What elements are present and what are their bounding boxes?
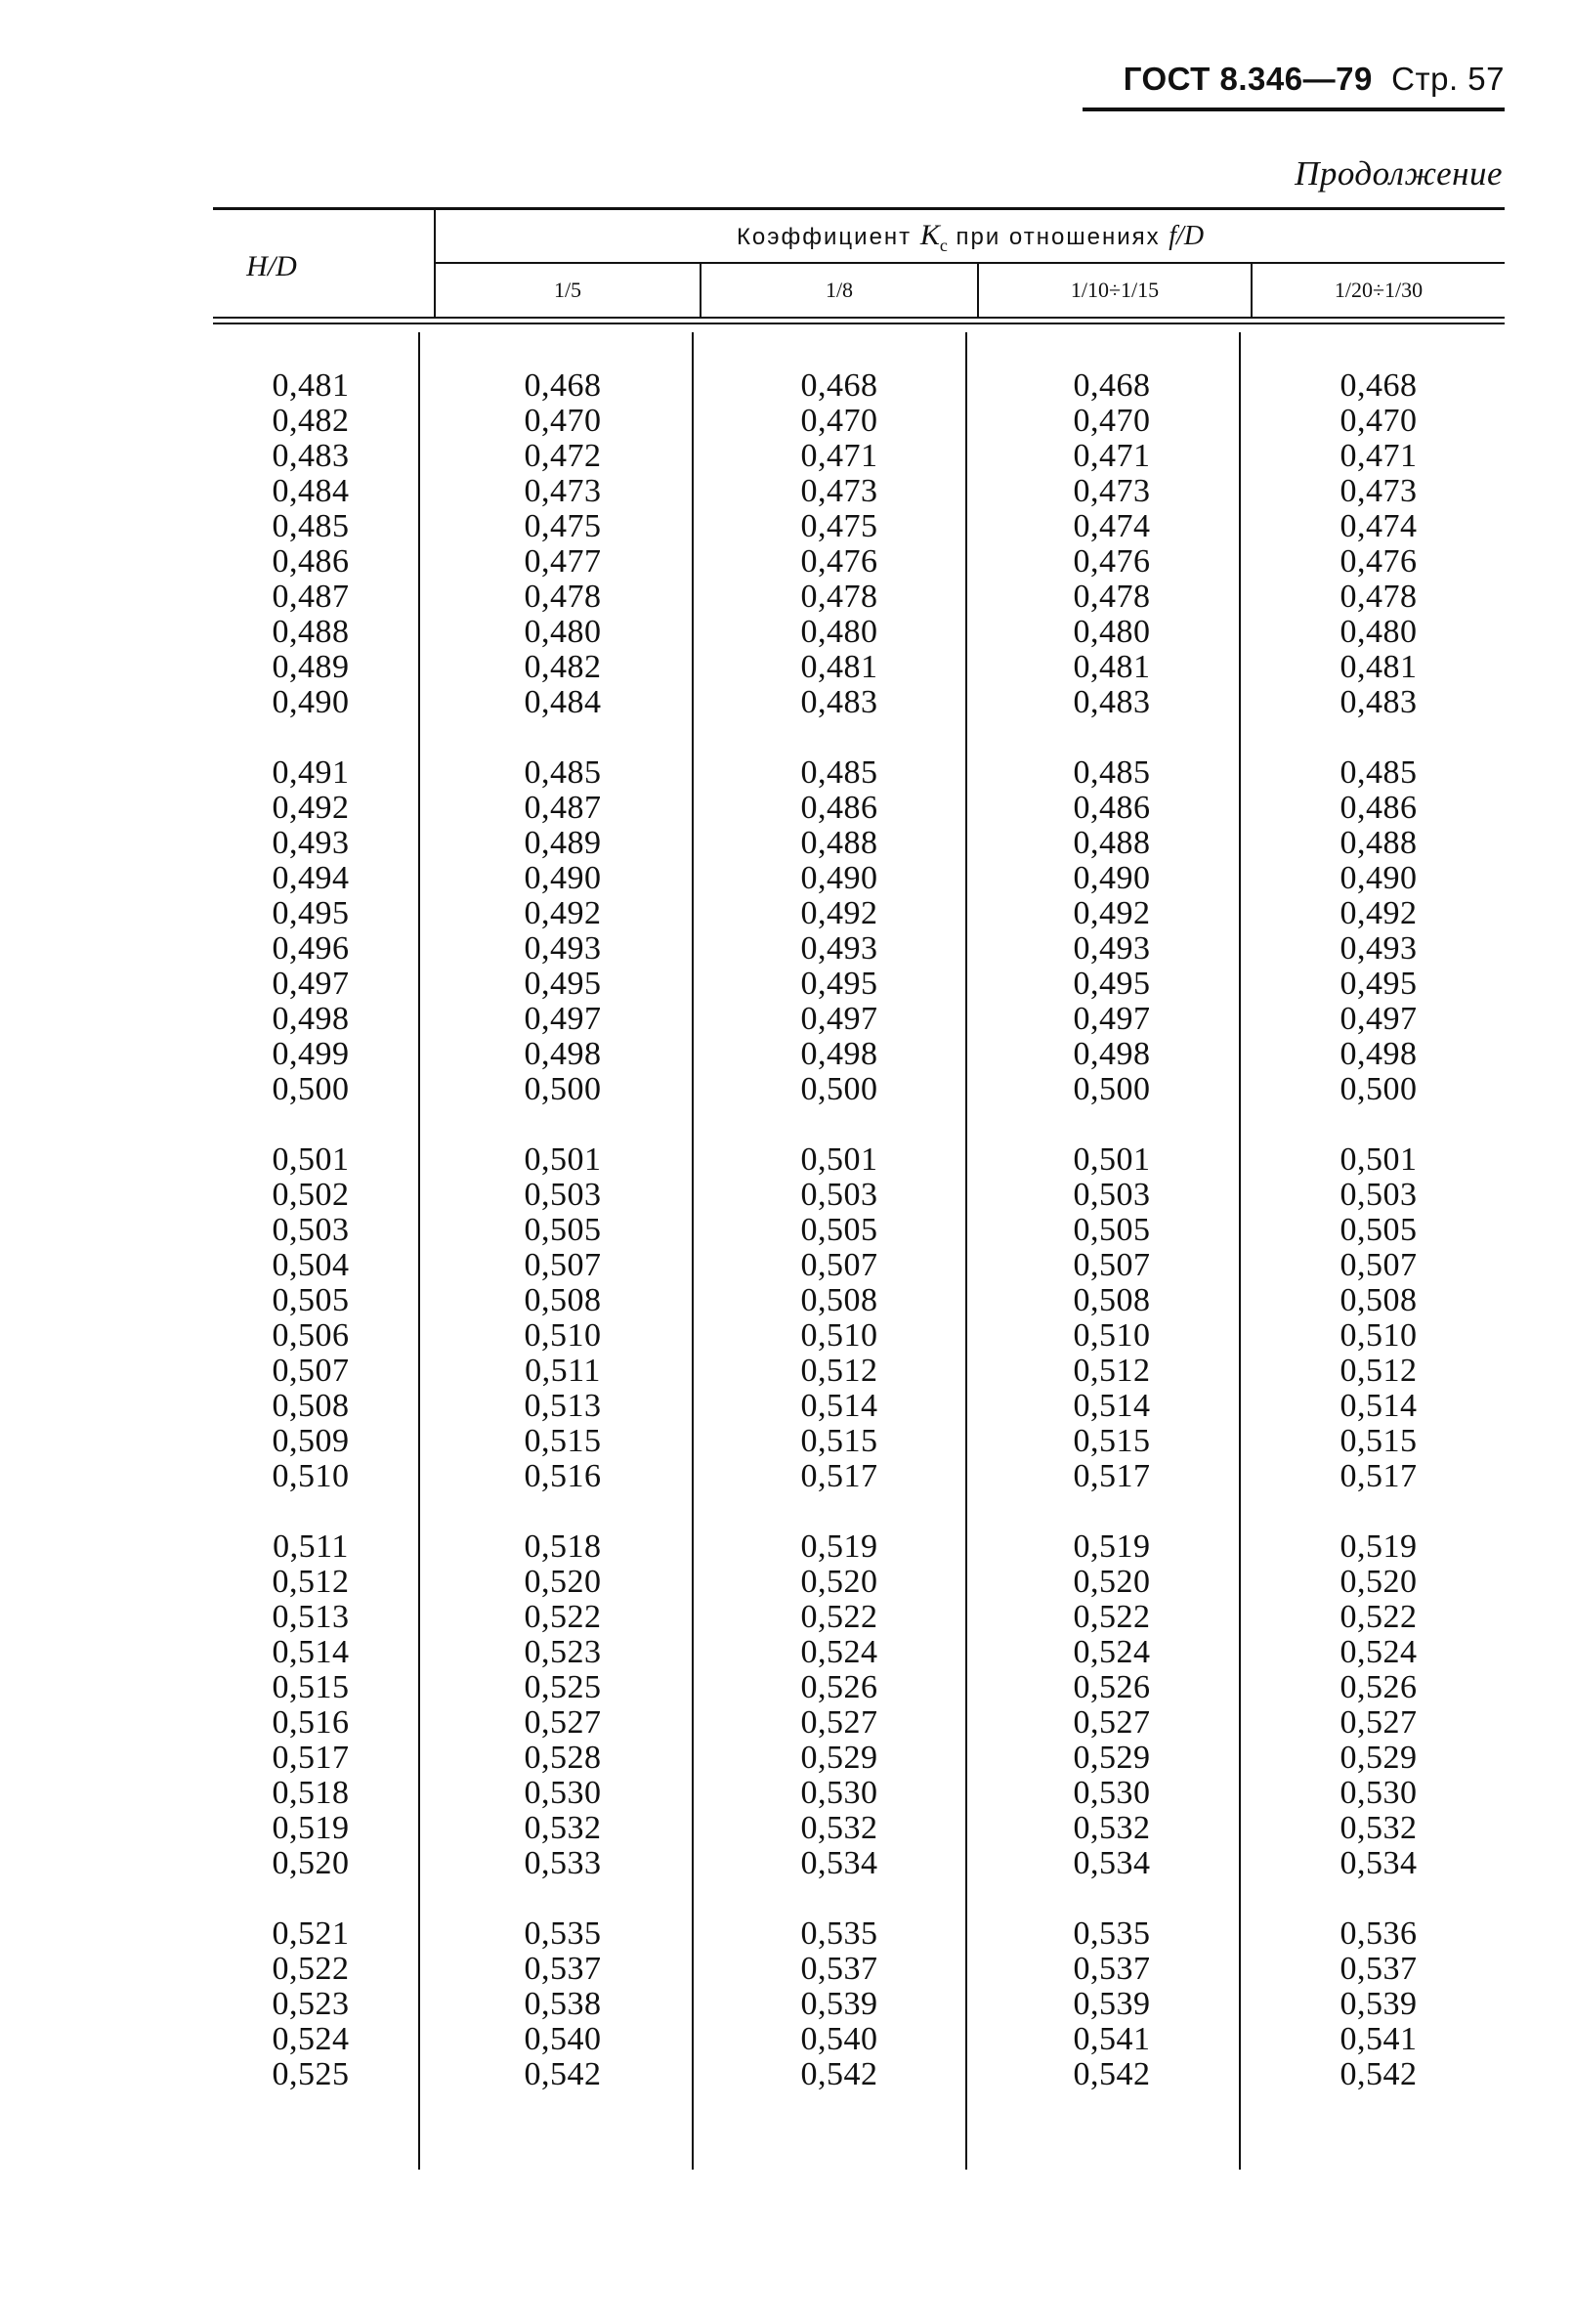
coefficient-cell: 0,542 — [1073, 2056, 1151, 2092]
coefficient-cell: 0,480 — [524, 614, 602, 650]
coefficient-cell: 0,515 — [1073, 1423, 1151, 1459]
row-hd-cell: 0,491 — [272, 754, 350, 791]
coefficient-cell: 0,535 — [800, 1915, 878, 1952]
coefficient-cell: 0,527 — [1339, 1704, 1418, 1741]
coefficient-cell: 0,485 — [1339, 754, 1418, 791]
block-gap — [1253, 1494, 1505, 1529]
row-hd-cell: 0,502 — [272, 1177, 350, 1213]
block-gap — [1253, 1107, 1505, 1142]
block-gap — [701, 1494, 977, 1529]
body-vline-1 — [418, 332, 420, 2170]
coefficient-cell: 0,498 — [1073, 1036, 1151, 1072]
coefficient-cell: 0,488 — [1339, 825, 1418, 861]
coefficient-cell: 0,490 — [1339, 860, 1418, 896]
coefficient-cell: 0,532 — [1339, 1810, 1418, 1846]
row-hd-cell: 0,494 — [272, 860, 350, 896]
coefficient-cell: 0,484 — [524, 684, 602, 720]
row-header-hd: H/D — [246, 250, 297, 282]
coefficient-cell: 0,468 — [800, 367, 878, 404]
coefficient-cell: 0,492 — [1073, 895, 1151, 931]
coefficient-cell: 0,527 — [1073, 1704, 1151, 1741]
row-hd-cell: 0,520 — [272, 1845, 350, 1881]
coefficient-cell: 0,539 — [1339, 1986, 1418, 2022]
coefficient-cell: 0,493 — [1073, 930, 1151, 967]
header-underline — [1083, 108, 1505, 111]
coefficient-cell: 0,537 — [524, 1951, 602, 1987]
row-hd-cell: 0,500 — [272, 1071, 350, 1107]
coefficient-cell: 0,526 — [1339, 1669, 1418, 1705]
coefficient-cell: 0,512 — [800, 1353, 878, 1389]
row-hd-cell: 0,515 — [272, 1669, 350, 1705]
coefficient-cell: 0,522 — [1339, 1599, 1418, 1635]
coefficient-cell: 0,517 — [1073, 1458, 1151, 1494]
row-hd-cell: 0,501 — [272, 1141, 350, 1178]
coefficient-cell: 0,478 — [1339, 579, 1418, 615]
coefficient-cell: 0,472 — [524, 438, 602, 474]
coefficient-cell: 0,476 — [1339, 543, 1418, 580]
row-hd-cell: 0,504 — [272, 1247, 350, 1283]
coefficient-cell: 0,475 — [524, 508, 602, 544]
block-gap — [436, 720, 690, 755]
coefficient-cell: 0,505 — [524, 1212, 602, 1248]
coefficient-cell: 0,523 — [524, 1634, 602, 1670]
block-gap — [979, 720, 1245, 755]
coefficient-cell: 0,492 — [524, 895, 602, 931]
row-hd-cell: 0,493 — [272, 825, 350, 861]
coefficient-cell: 0,503 — [1073, 1177, 1151, 1213]
coefficient-cell: 0,520 — [524, 1564, 602, 1600]
coefficient-cell: 0,519 — [1073, 1528, 1151, 1565]
row-hd-cell: 0,482 — [272, 403, 350, 439]
coefficient-cell: 0,488 — [1073, 825, 1151, 861]
coefficient-cell: 0,474 — [1339, 508, 1418, 544]
coefficient-cell: 0,508 — [800, 1282, 878, 1318]
row-hd-cell: 0,505 — [272, 1282, 350, 1318]
coefficient-cell: 0,532 — [524, 1810, 602, 1846]
coefficient-cell: 0,512 — [1339, 1353, 1418, 1389]
row-hd-cell: 0,497 — [272, 966, 350, 1002]
coefficient-cell: 0,520 — [800, 1564, 878, 1600]
coefficient-cell: 0,490 — [800, 860, 878, 896]
coefficient-cell: 0,528 — [524, 1740, 602, 1776]
row-hd-cell: 0,495 — [272, 895, 350, 931]
coefficient-cell: 0,542 — [524, 2056, 602, 2092]
group-header-symbol: $K_c$ — [919, 219, 948, 255]
row-hd-cell: 0,492 — [272, 790, 350, 826]
coefficient-cell: 0,503 — [524, 1177, 602, 1213]
block-gap — [979, 1881, 1245, 1916]
row-hd-cell: 0,512 — [272, 1564, 350, 1600]
coefficient-cell: 0,495 — [800, 966, 878, 1002]
coefficient-cell: 0,524 — [800, 1634, 878, 1670]
coefficient-cell: 0,474 — [1073, 508, 1151, 544]
row-hd-cell: 0,498 — [272, 1001, 350, 1037]
row-hd-cell: 0,487 — [272, 579, 350, 615]
coefficient-cell: 0,536 — [1339, 1915, 1418, 1952]
coefficient-cell: 0,526 — [800, 1669, 878, 1705]
coefficient-cell: 0,515 — [524, 1423, 602, 1459]
block-gap — [979, 1107, 1245, 1142]
page-header — [1083, 61, 1505, 111]
coefficient-cell: 0,482 — [524, 649, 602, 685]
coefficient-cell: 0,529 — [1339, 1740, 1418, 1776]
coefficient-cell: 0,532 — [800, 1810, 878, 1846]
coefficient-cell: 0,497 — [800, 1001, 878, 1037]
column-hd-values — [213, 368, 408, 2092]
coefficient-cell: 0,486 — [800, 790, 878, 826]
coefficient-cell: 0,510 — [1073, 1317, 1151, 1354]
coefficient-cell: 0,495 — [524, 966, 602, 1002]
coefficient-cell: 0,480 — [800, 614, 878, 650]
coefficient-cell: 0,500 — [1073, 1071, 1151, 1107]
row-hd-cell: 0,484 — [272, 473, 350, 509]
coefficient-cell: 0,478 — [1073, 579, 1151, 615]
coefficient-cell: 0,522 — [800, 1599, 878, 1635]
coefficient-cell: 0,470 — [800, 403, 878, 439]
coefficient-cell: 0,542 — [1339, 2056, 1418, 2092]
coefficient-cell: 0,510 — [524, 1317, 602, 1354]
coefficient-cell: 0,500 — [1339, 1071, 1418, 1107]
coefficient-cell: 0,495 — [1073, 966, 1151, 1002]
row-hd-cell: 0,517 — [272, 1740, 350, 1776]
coefficient-cell: 0,471 — [800, 438, 878, 474]
coefficient-cell: 0,497 — [1339, 1001, 1418, 1037]
block-gap — [213, 720, 408, 755]
coefficient-cell: 0,541 — [1073, 2021, 1151, 2057]
block-gap — [436, 1107, 690, 1142]
row-hd-cell: 0,481 — [272, 367, 350, 404]
column-1-20-1-30-values — [1253, 368, 1505, 2092]
coefficient-cell: 0,501 — [800, 1141, 878, 1178]
block-gap — [1253, 720, 1505, 755]
coefficient-cell: 0,527 — [800, 1704, 878, 1741]
row-hd-cell: 0,503 — [272, 1212, 350, 1248]
row-hd-cell: 0,522 — [272, 1951, 350, 1987]
row-hd-cell: 0,496 — [272, 930, 350, 967]
coefficient-cell: 0,483 — [1339, 684, 1418, 720]
coefficient-cell: 0,510 — [800, 1317, 878, 1354]
coefficient-cell: 0,542 — [800, 2056, 878, 2092]
coefficient-cell: 0,517 — [1339, 1458, 1418, 1494]
coefficient-cell: 0,512 — [1073, 1353, 1151, 1389]
row-hd-cell: 0,514 — [272, 1634, 350, 1670]
coefficient-cell: 0,518 — [524, 1528, 602, 1565]
row-hd-cell: 0,516 — [272, 1704, 350, 1741]
coefficient-cell: 0,540 — [800, 2021, 878, 2057]
table-top-rule — [213, 207, 1505, 210]
coefficient-cell: 0,468 — [1339, 367, 1418, 404]
coefficient-cell: 0,490 — [524, 860, 602, 896]
row-hd-cell: 0,489 — [272, 649, 350, 685]
coefficient-cell: 0,501 — [524, 1141, 602, 1178]
coefficient-cell: 0,483 — [1073, 684, 1151, 720]
subheader-rule — [436, 262, 1505, 264]
row-hd-cell: 0,525 — [272, 2056, 350, 2092]
coefficient-cell: 0,534 — [1073, 1845, 1151, 1881]
coefficient-cell: 0,535 — [1073, 1915, 1151, 1952]
coefficient-cell: 0,475 — [800, 508, 878, 544]
coefficient-cell: 0,511 — [525, 1353, 601, 1389]
column-header-1-20-1-30: 1/20÷1/30 — [1334, 278, 1424, 302]
coefficient-cell: 0,527 — [524, 1704, 602, 1741]
coefficient-cell: 0,468 — [1073, 367, 1151, 404]
coefficient-cell: 0,481 — [800, 649, 878, 685]
block-gap — [701, 1881, 977, 1916]
coefficient-cell: 0,500 — [800, 1071, 878, 1107]
coefficient-cell: 0,470 — [1073, 403, 1151, 439]
standard-number: ГОСТ 8.346—79 — [1123, 61, 1373, 97]
coefficient-cell: 0,480 — [1073, 614, 1151, 650]
coefficient-cell: 0,476 — [800, 543, 878, 580]
block-gap — [979, 1494, 1245, 1529]
header-separator — [1373, 61, 1391, 97]
coefficient-cell: 0,476 — [1073, 543, 1151, 580]
coefficient-cell: 0,537 — [1339, 1951, 1418, 1987]
coefficient-cell: 0,519 — [1339, 1528, 1418, 1565]
coefficient-cell: 0,507 — [1339, 1247, 1418, 1283]
row-hd-cell: 0,486 — [272, 543, 350, 580]
coefficient-cell: 0,514 — [1339, 1388, 1418, 1424]
row-hd-cell: 0,510 — [272, 1458, 350, 1494]
block-gap — [213, 1881, 408, 1916]
coefficient-cell: 0,534 — [1339, 1845, 1418, 1881]
coefficient-cell: 0,489 — [524, 825, 602, 861]
coefficient-cell: 0,485 — [800, 754, 878, 791]
coefficient-cell: 0,473 — [1073, 473, 1151, 509]
coefficient-cell: 0,529 — [800, 1740, 878, 1776]
coefficient-cell: 0,493 — [524, 930, 602, 967]
row-hd-cell: 0,508 — [272, 1388, 350, 1424]
row-hd-cell: 0,507 — [272, 1353, 350, 1389]
coefficient-cell: 0,497 — [524, 1001, 602, 1037]
coefficient-cell: 0,524 — [1339, 1634, 1418, 1670]
header-bottom-rule-1 — [213, 317, 1505, 319]
coefficient-table — [213, 207, 1505, 2172]
coefficient-cell: 0,471 — [1339, 438, 1418, 474]
coefficient-cell: 0,470 — [1339, 403, 1418, 439]
coefficient-cell: 0,492 — [800, 895, 878, 931]
coefficient-cell: 0,477 — [524, 543, 602, 580]
coefficient-cell: 0,470 — [524, 403, 602, 439]
row-hd-cell: 0,524 — [272, 2021, 350, 2057]
row-hd-cell: 0,519 — [272, 1810, 350, 1846]
coefficient-cell: 0,522 — [524, 1599, 602, 1635]
row-hd-cell: 0,509 — [272, 1423, 350, 1459]
coefficient-cell: 0,529 — [1073, 1740, 1151, 1776]
column-1-10-1-15-values — [979, 368, 1245, 2092]
coefficient-cell: 0,485 — [1073, 754, 1151, 791]
column-1-8-values — [701, 368, 977, 2092]
continuation-label: Продолжение — [1295, 154, 1503, 193]
column-1-5-values — [436, 368, 690, 2092]
coefficient-cell: 0,490 — [1073, 860, 1151, 896]
coefficient-cell: 0,508 — [524, 1282, 602, 1318]
column-header-1-5: 1/5 — [553, 278, 582, 302]
row-hd-cell: 0,513 — [272, 1599, 350, 1635]
coefficient-cell: 0,505 — [800, 1212, 878, 1248]
row-hd-cell: 0,485 — [272, 508, 350, 544]
coefficient-cell: 0,515 — [800, 1423, 878, 1459]
coefficient-cell: 0,505 — [1073, 1212, 1151, 1248]
coefficient-cell: 0,481 — [1339, 649, 1418, 685]
coefficient-cell: 0,537 — [800, 1951, 878, 1987]
coefficient-cell: 0,468 — [524, 367, 602, 404]
block-gap — [701, 720, 977, 755]
coefficient-cell: 0,538 — [524, 1986, 602, 2022]
column-header-1-10-1-15: 1/10÷1/15 — [1070, 278, 1160, 302]
row-hd-cell: 0,488 — [272, 614, 350, 650]
coefficient-cell: 0,478 — [800, 579, 878, 615]
coefficient-cell: 0,525 — [524, 1669, 602, 1705]
coefficient-cell: 0,486 — [1339, 790, 1418, 826]
row-hd-cell: 0,506 — [272, 1317, 350, 1354]
coefficient-cell: 0,520 — [1339, 1564, 1418, 1600]
row-hd-cell: 0,490 — [272, 684, 350, 720]
coefficient-cell: 0,519 — [800, 1528, 878, 1565]
coefficient-cell: 0,487 — [524, 790, 602, 826]
coefficient-cell: 0,539 — [800, 1986, 878, 2022]
coefficient-cell: 0,530 — [800, 1775, 878, 1811]
header-bottom-rule-2 — [213, 323, 1505, 324]
group-header-prefix: Коэффициент — [736, 224, 913, 250]
coefficient-cell: 0,530 — [1073, 1775, 1151, 1811]
row-hd-cell: 0,499 — [272, 1036, 350, 1072]
coefficient-cell: 0,526 — [1073, 1669, 1151, 1705]
block-gap — [213, 1107, 408, 1142]
coefficient-cell: 0,493 — [800, 930, 878, 967]
column-group-header — [436, 219, 1505, 256]
coefficient-cell: 0,498 — [800, 1036, 878, 1072]
coefficient-cell: 0,514 — [800, 1388, 878, 1424]
coefficient-cell: 0,478 — [524, 579, 602, 615]
coefficient-cell: 0,500 — [524, 1071, 602, 1107]
row-hd-cell: 0,483 — [272, 438, 350, 474]
block-gap — [1253, 1881, 1505, 1916]
coefficient-cell: 0,535 — [524, 1915, 602, 1952]
coefficient-cell: 0,471 — [1073, 438, 1151, 474]
coefficient-cell: 0,497 — [1073, 1001, 1151, 1037]
coefficient-cell: 0,507 — [800, 1247, 878, 1283]
coefficient-cell: 0,481 — [1073, 649, 1151, 685]
coefficient-cell: 0,516 — [524, 1458, 602, 1494]
coefficient-cell: 0,537 — [1073, 1951, 1151, 1987]
coefficient-cell: 0,498 — [524, 1036, 602, 1072]
coefficient-cell: 0,501 — [1073, 1141, 1151, 1178]
row-hd-cell: 0,523 — [272, 1986, 350, 2022]
block-gap — [213, 1494, 408, 1529]
coefficient-cell: 0,541 — [1339, 2021, 1418, 2057]
coefficient-cell: 0,513 — [524, 1388, 602, 1424]
coefficient-cell: 0,498 — [1339, 1036, 1418, 1072]
coefficient-cell: 0,533 — [524, 1845, 602, 1881]
coefficient-cell: 0,524 — [1073, 1634, 1151, 1670]
coefficient-cell: 0,539 — [1073, 1986, 1151, 2022]
page-header-title — [1083, 61, 1505, 98]
coefficient-cell: 0,507 — [524, 1247, 602, 1283]
coefficient-cell: 0,508 — [1073, 1282, 1151, 1318]
coefficient-cell: 0,530 — [1339, 1775, 1418, 1811]
coefficient-cell: 0,473 — [524, 473, 602, 509]
coefficient-cell: 0,486 — [1073, 790, 1151, 826]
block-gap — [701, 1107, 977, 1142]
column-header-1-8: 1/8 — [825, 278, 854, 302]
coefficient-cell: 0,520 — [1073, 1564, 1151, 1600]
coefficient-cell: 0,514 — [1073, 1388, 1151, 1424]
coefficient-cell: 0,495 — [1339, 966, 1418, 1002]
coefficient-cell: 0,501 — [1339, 1141, 1418, 1178]
block-gap — [436, 1494, 690, 1529]
coefficient-cell: 0,540 — [524, 2021, 602, 2057]
coefficient-cell: 0,534 — [800, 1845, 878, 1881]
group-header-ratio: f/D — [1169, 221, 1205, 251]
coefficient-cell: 0,532 — [1073, 1810, 1151, 1846]
page-number: Стр. 57 — [1391, 61, 1505, 97]
group-header-middle: при отношениях — [956, 224, 1161, 250]
coefficient-cell: 0,508 — [1339, 1282, 1418, 1318]
coefficient-cell: 0,503 — [1339, 1177, 1418, 1213]
coefficient-cell: 0,510 — [1339, 1317, 1418, 1354]
coefficient-cell: 0,515 — [1339, 1423, 1418, 1459]
coefficient-cell: 0,503 — [800, 1177, 878, 1213]
coefficient-cell: 0,493 — [1339, 930, 1418, 967]
coefficient-cell: 0,522 — [1073, 1599, 1151, 1635]
row-hd-cell: 0,518 — [272, 1775, 350, 1811]
coefficient-cell: 0,530 — [524, 1775, 602, 1811]
coefficient-cell: 0,488 — [800, 825, 878, 861]
coefficient-cell: 0,480 — [1339, 614, 1418, 650]
coefficient-cell: 0,483 — [800, 684, 878, 720]
coefficient-cell: 0,505 — [1339, 1212, 1418, 1248]
coefficient-cell: 0,517 — [800, 1458, 878, 1494]
coefficient-cell: 0,473 — [1339, 473, 1418, 509]
coefficient-cell: 0,492 — [1339, 895, 1418, 931]
block-gap — [436, 1881, 690, 1916]
coefficient-cell: 0,473 — [800, 473, 878, 509]
row-hd-cell: 0,511 — [273, 1528, 349, 1565]
coefficient-cell: 0,507 — [1073, 1247, 1151, 1283]
body-vline-2 — [692, 332, 694, 2170]
coefficient-cell: 0,485 — [524, 754, 602, 791]
row-hd-cell: 0,521 — [272, 1915, 350, 1952]
